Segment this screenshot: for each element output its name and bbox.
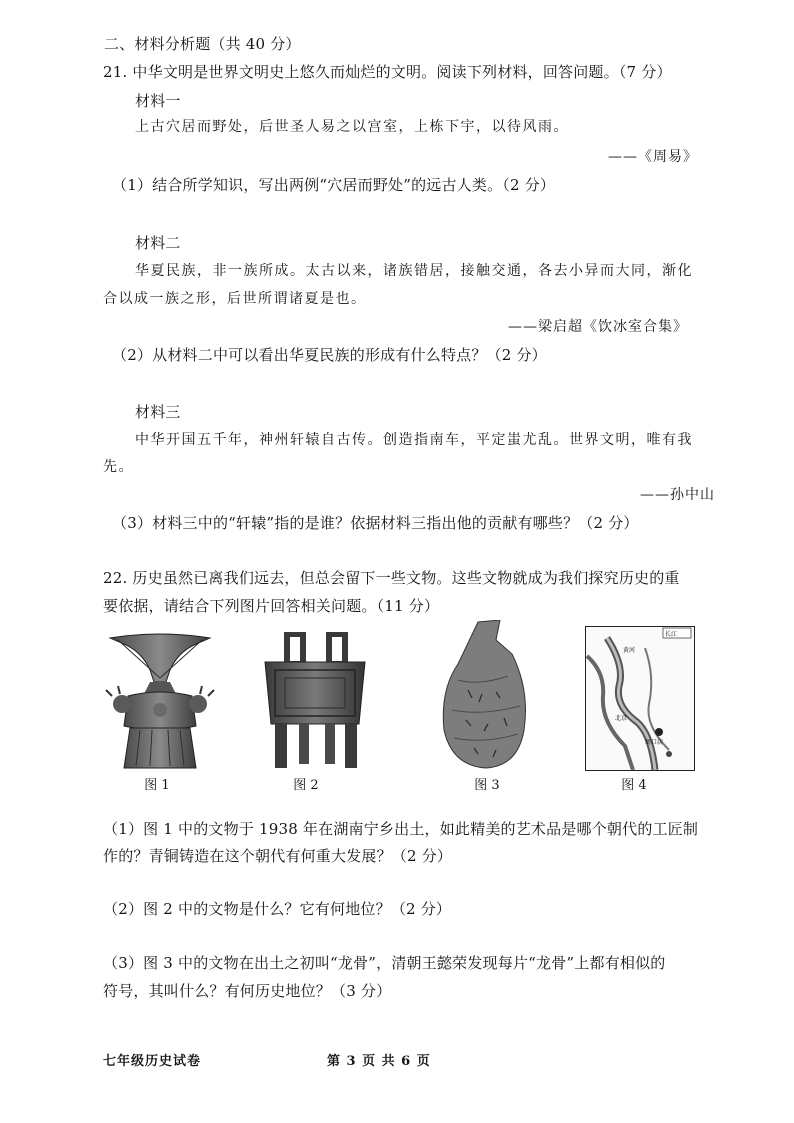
- q22-question1-line2: 作的？青铜铸造在这个朝代有何重大发展？（2 分）: [103, 847, 453, 865]
- q22-stem-line2: 要依据，请结合下列图片回答相关问题。（11 分）: [103, 597, 440, 615]
- q21-material3-line1: 中华开国五千年，神州轩辕自古传。创造指南车，平定蚩尤乱。世界文明，唯有我: [135, 432, 693, 448]
- q21-material2-line2: 合以成一族之形，后世所谓诸夏是也。: [103, 291, 367, 307]
- q21-material2-line1: 华夏民族，非一族所成。太古以来，诸族错居，接触交通，各去小异而大同，渐化: [135, 263, 693, 279]
- figure1-bronze-zun-image: [100, 630, 220, 775]
- q22-question2: （2）图 2 中的文物是什么？它有何地位？（2 分）: [103, 900, 452, 918]
- map-label-huanghe: 黄河: [623, 647, 636, 654]
- q21-material1-text: 上古穴居而野处，后世圣人易之以宫室，上栋下宇，以待风雨。: [135, 119, 569, 135]
- q21-material1-source: ——《周易》: [608, 149, 698, 165]
- q22-question3-line1: （3）图 3 中的文物在出土之初叫“龙骨”，清朝王懿荣发现每片“龙骨”上都有相似的: [103, 954, 666, 972]
- figure2-label: 图 2: [293, 778, 319, 793]
- q21-material3-title: 材料三: [135, 403, 181, 421]
- q22-stem-line1: 22. 历史虽然已离我们远去，但总会留下一些文物。这些文物就成为我们探究历史的重: [103, 569, 680, 587]
- q21-material3-source: ——孙中山: [640, 487, 715, 503]
- map-label-beijing: 北京: [615, 715, 628, 722]
- footer-page-number: 第 3 页 共 6 页: [327, 1054, 431, 1069]
- map-label-changjiang: 长江: [665, 631, 678, 638]
- figure4-label: 图 4: [621, 778, 647, 793]
- q21-material1-title: 材料一: [135, 92, 181, 110]
- figure4-map-image: [585, 626, 695, 771]
- section-title: 二、材料分析题（共 40 分）: [104, 35, 301, 53]
- footer-exam-name: 七年级历史试卷: [103, 1054, 202, 1069]
- q22-question3-line2: 符号，其叫什么？有何历史地位？（3 分）: [103, 982, 392, 1000]
- q21-question3: （3）材料三中的“轩辕”指的是谁？依据材料三指出他的贡献有哪些？（2 分）: [112, 514, 639, 532]
- q21-material3-line2: 先。: [103, 459, 134, 475]
- q21-stem: 21. 中华文明是世界文明史上悠久而灿烂的文明。阅读下列材料，回答问题。（7 分）: [103, 63, 672, 81]
- figure1-label: 图 1: [144, 778, 170, 793]
- figure2-square-ding-image: [255, 632, 375, 772]
- q21-material2-title: 材料二: [135, 234, 181, 252]
- q21-question1: （1）结合所学知识，写出两例“穴居而野处”的远古人类。（2 分）: [112, 176, 556, 194]
- q22-question1-line1: （1）图 1 中的文物于 1938 年在湖南宁乡出土，如此精美的艺术品是哪个朝代的工匠制: [103, 820, 699, 838]
- map-label-zhoukoudian: 周口店: [645, 739, 664, 746]
- q21-material2-source: ——梁启超《饮冰室合集》: [508, 319, 688, 335]
- q21-question2: （2）从材料二中可以看出华夏民族的形成有什么特点？（2 分）: [112, 346, 547, 364]
- figure3-oracle-bone-image: [438, 620, 533, 770]
- figure3-label: 图 3: [474, 778, 500, 793]
